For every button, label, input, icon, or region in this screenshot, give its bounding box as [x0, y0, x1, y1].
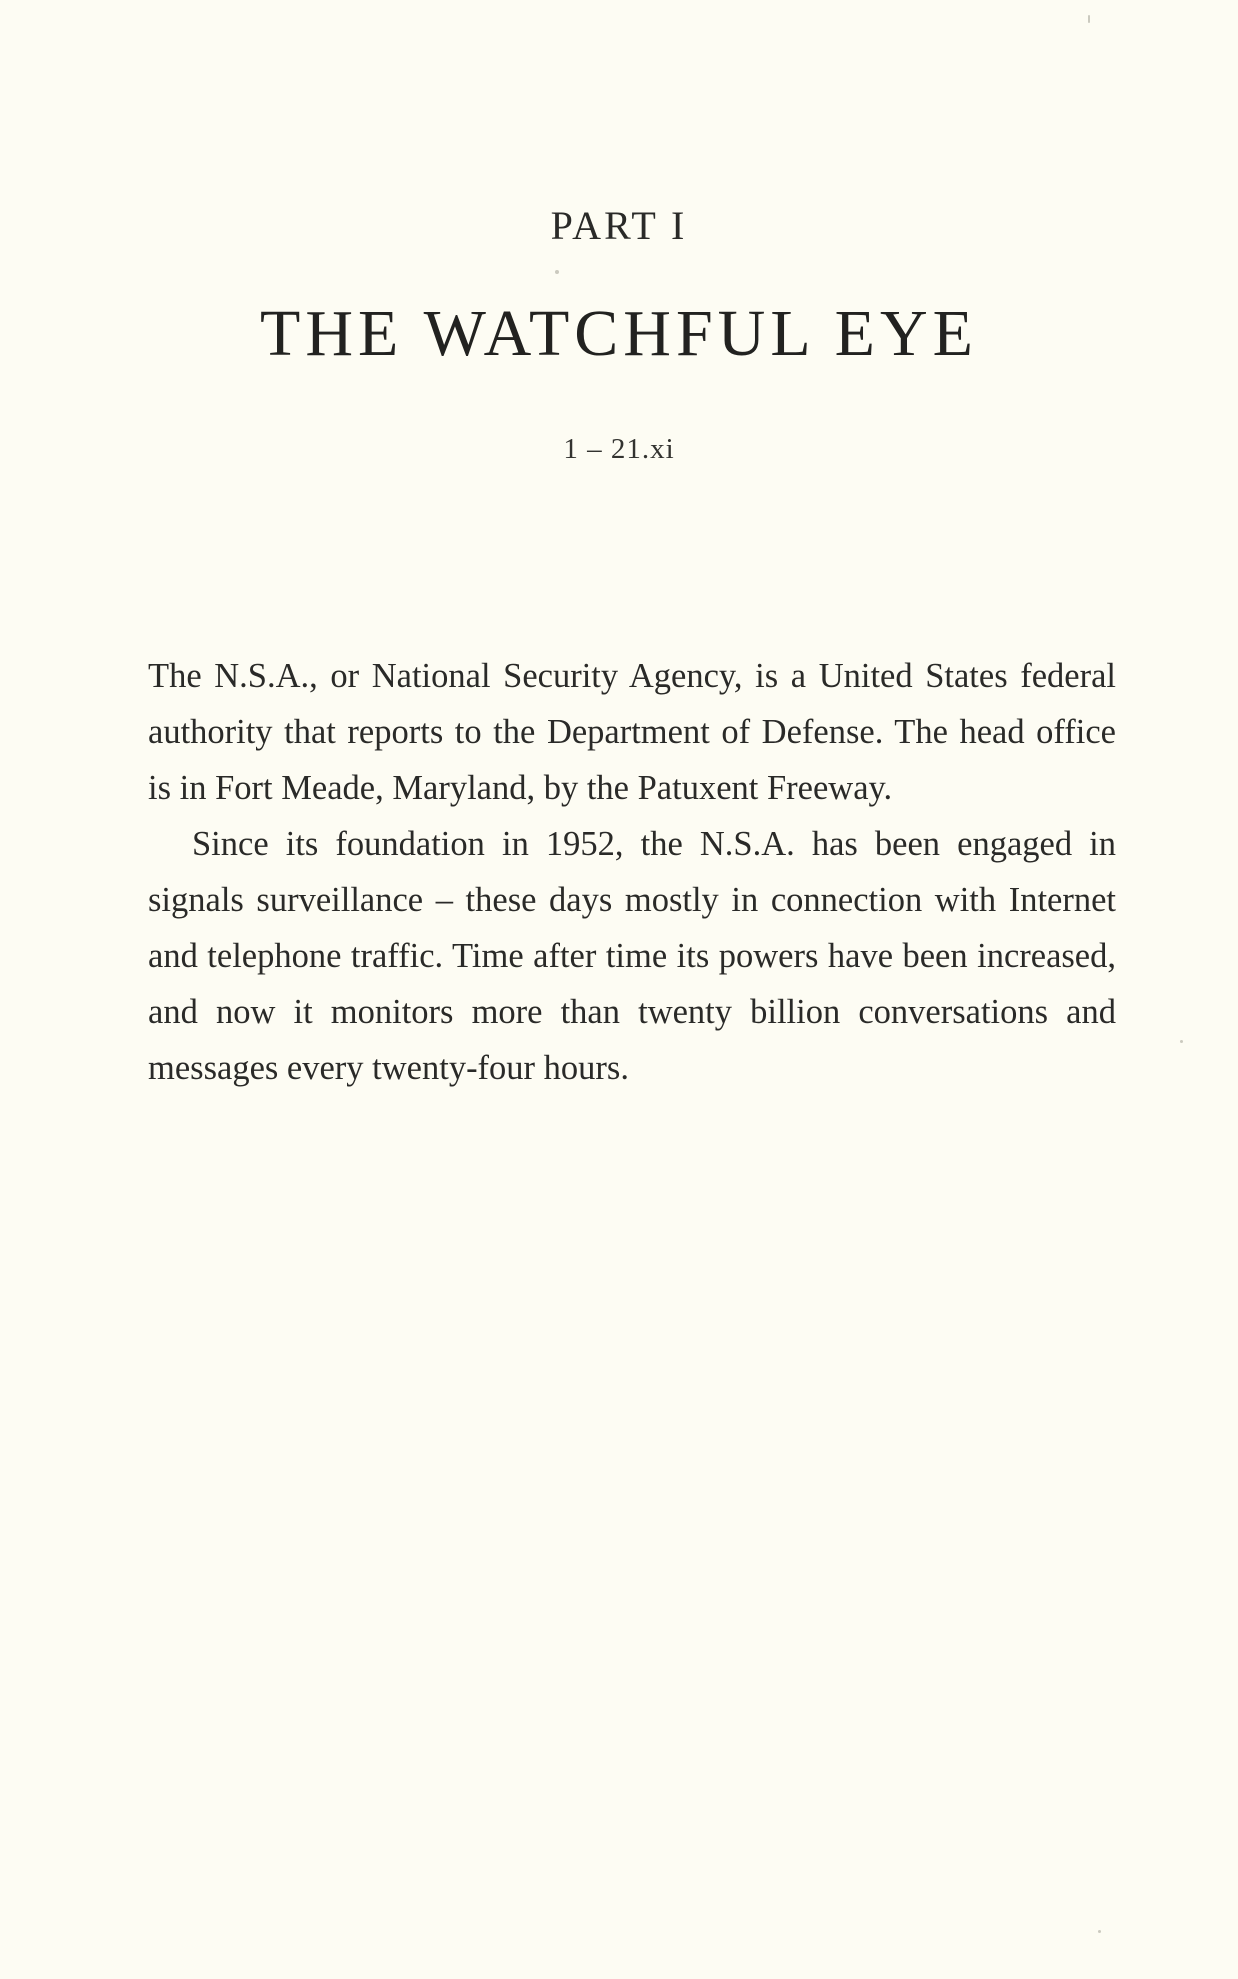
body-text [148, 648, 1116, 1096]
scan-speck [555, 270, 559, 274]
scan-speck [1180, 1040, 1183, 1043]
paragraph-1: The N.S.A., or National Security Agency, is a United States federal authority that reports to the Department of Defense. The head office is in Fort Meade, Maryland, by the Patuxent Freeway. [148, 657, 1116, 807]
paragraph-2: Since its foundation in 1952, the N.S.A. has been engaged in signals surveillance – these days mostly in connection with Internet and telephone traffic. Time after time its powers have been increased, and now it monitors more than twenty billion conversations and messages every twenty-four hours. [148, 825, 1116, 1087]
scan-speck [1098, 1930, 1101, 1933]
part-label: PART I [550, 203, 688, 248]
date-range: 1 – 21.xi [563, 433, 675, 465]
part-title: THE WATCHFUL EYE [260, 297, 978, 370]
scan-speck [1088, 15, 1090, 23]
